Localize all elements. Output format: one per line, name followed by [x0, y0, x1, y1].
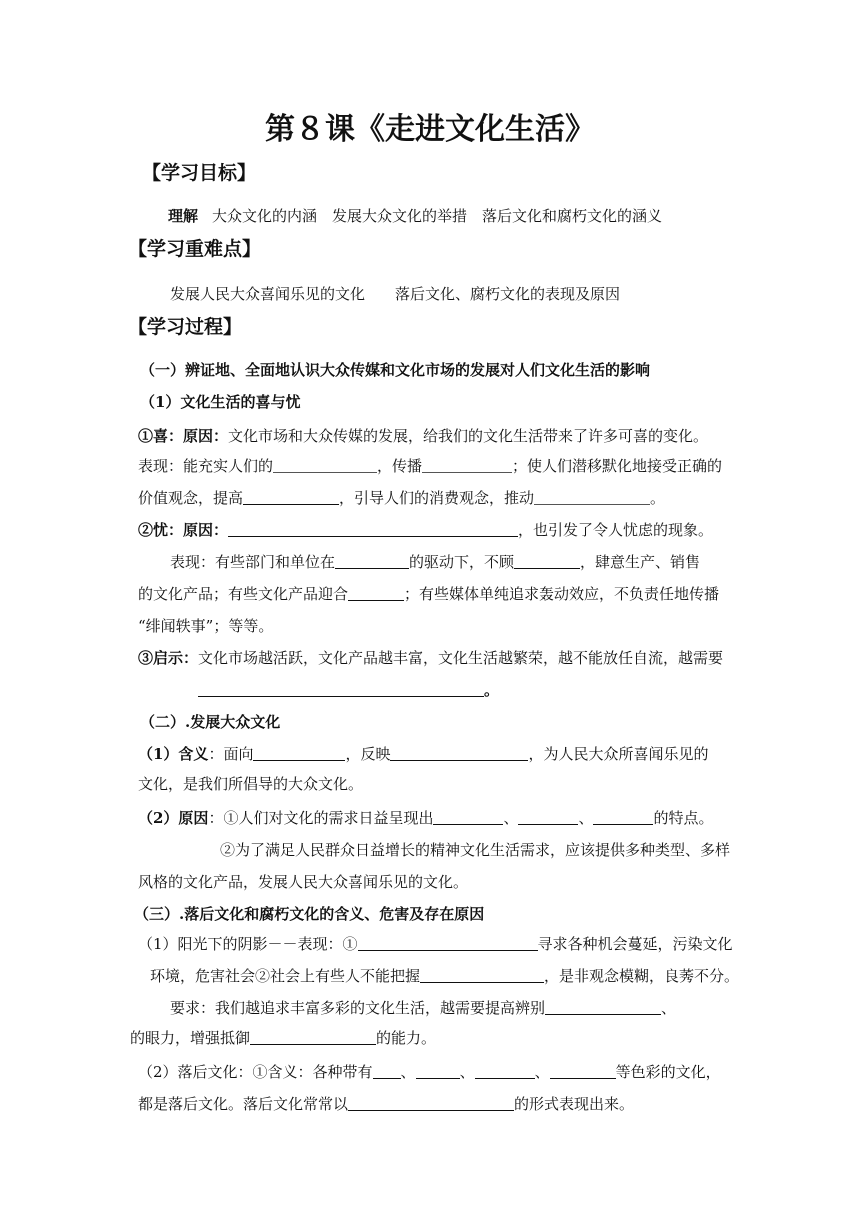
meaning-text: ，为人民大众所喜闻乐见的	[528, 745, 709, 763]
requirement-text: 、	[661, 999, 677, 1017]
meaning-label: （1）含义	[138, 745, 209, 763]
blank	[545, 999, 661, 1015]
blank	[273, 457, 377, 473]
inspiration-text: 文化市场越活跃，文化产品越丰富，文化生活越繁荣，越不能放任自流，越需要	[198, 649, 724, 667]
goal-label: 理解	[168, 207, 199, 225]
heading-learning-process: 【学习过程】	[128, 316, 243, 338]
joy-reason: 文化市场和大众传媒的发展，给我们的文化生活带来了许多可喜的变化。	[228, 427, 709, 445]
heading-learning-goals: 【学习目标】	[142, 162, 257, 184]
blank	[550, 1063, 616, 1079]
blank	[514, 553, 580, 569]
requirement-line-1	[170, 998, 676, 1018]
joy-performance-line-1	[138, 456, 722, 476]
blank	[390, 745, 528, 761]
blank	[373, 1063, 401, 1079]
section-2-heading: （二）.发展大众文化	[140, 713, 281, 731]
inspiration-label: ③启示：	[138, 649, 199, 667]
reason-text: ：①人们对文化的需求日益呈现出	[208, 809, 434, 827]
goal-line	[168, 206, 662, 226]
shadow-line-2	[150, 966, 739, 986]
worry-performance-line-2	[138, 584, 719, 604]
reason-line-3: 风格的文化产品，发展人民大众喜闻乐见的文化。	[138, 873, 469, 891]
shadow-text: ，是非观念模糊，良莠不分。	[544, 967, 740, 985]
blank	[475, 1063, 535, 1079]
meaning-line-2: 文化，是我们所倡导的大众文化。	[138, 775, 364, 793]
reason-text: 的特点。	[653, 809, 714, 827]
blank	[416, 1063, 460, 1079]
separator: 、	[400, 1063, 416, 1081]
blank	[420, 967, 544, 983]
backward-culture-line-2	[138, 1094, 634, 1114]
reason-line-1	[138, 808, 714, 828]
blank	[358, 935, 538, 951]
worry-performance-line-3: “绯闻轶事”；等等。	[138, 617, 274, 635]
requirement-text: 要求：我们越追求丰富多彩的文化生活，越需要提高辨别	[170, 999, 546, 1017]
goal-items: 大众文化的内涵 发展大众文化的举措 落后文化和腐朽文化的涵义	[212, 207, 663, 225]
joy-text: 。	[650, 489, 666, 507]
meaning-line-1	[138, 744, 708, 764]
requirement-line-2	[130, 1028, 436, 1048]
worry-performance-line-1	[170, 552, 700, 572]
blank	[198, 681, 484, 697]
reason-line-2: ②为了满足人民群众日益增长的精神文化生活需求，应该提供多种类型、多样	[220, 841, 731, 859]
requirement-text: 的能力。	[376, 1029, 437, 1047]
worry-text: 的文化产品；有些文化产品迎合	[138, 585, 349, 603]
separator: 、	[534, 1063, 550, 1081]
worry-text: ，也引发了令人忧虑的现象。	[518, 521, 714, 539]
shadow-text: （1）阳光下的阴影－－表现：①	[138, 935, 358, 953]
blank	[433, 809, 503, 825]
joy-text: ，引导人们的消费观念，推动	[339, 489, 535, 507]
separator: 、	[578, 809, 594, 827]
separator: 、	[459, 1063, 475, 1081]
backward-text: 的形式表现出来。	[514, 1095, 635, 1113]
section-3-heading: （三）.落后文化和腐朽文化的含义、危害及存在原因	[134, 905, 485, 923]
joy-performance-line-2	[138, 488, 665, 508]
requirement-text: 的眼力，增强抵御	[130, 1029, 251, 1047]
heading-key-points: 【学习重难点】	[128, 238, 262, 260]
blank	[348, 1095, 514, 1111]
separator: 、	[503, 809, 519, 827]
backward-culture-line-1	[138, 1062, 721, 1082]
backward-text: 都是落后文化。落后文化常常以	[138, 1095, 349, 1113]
section-1-heading: （一）辨证地、全面地认识大众传媒和文化市场的发展对人们文化生活的影响	[140, 361, 651, 379]
blank	[228, 521, 518, 537]
worry-text: ；有些媒体单纯追求轰动效应，不负责任地传播	[404, 585, 720, 603]
blank	[243, 489, 339, 505]
meaning-text: ：面向	[208, 745, 254, 763]
inspiration-end: 。	[484, 681, 500, 699]
worry-text: ，肆意生产、销售	[580, 553, 701, 571]
inspiration-line	[138, 648, 723, 668]
shadow-line-1	[138, 934, 733, 954]
blank	[250, 1029, 376, 1045]
joy-text: ，传播	[377, 457, 423, 475]
blank	[335, 553, 409, 569]
joy-text: 表现：能充实人们的	[138, 457, 274, 475]
blank	[534, 489, 650, 505]
joy-label: ①喜：原因：	[138, 427, 229, 445]
meaning-text: ，反映	[345, 745, 391, 763]
blank	[593, 809, 653, 825]
key-points-text: 发展人民大众喜闻乐见的文化 落后文化、腐朽文化的表现及原因	[170, 285, 621, 303]
blank	[518, 809, 578, 825]
blank	[253, 745, 345, 761]
page-title: 第８课《走进文化生活》	[265, 112, 595, 147]
joy-reason-line	[138, 426, 708, 446]
backward-text: 等色彩的文化，	[615, 1063, 721, 1081]
shadow-text: 环境，危害社会②社会上有些人不能把握	[150, 967, 421, 985]
joy-text: 价值观念，提高	[138, 489, 244, 507]
blank	[348, 585, 404, 601]
worry-reason-line	[138, 520, 713, 540]
blank	[422, 457, 512, 473]
worry-text: 的驱动下，不顾	[409, 553, 515, 571]
reason-label: （2）原因	[138, 809, 209, 827]
joy-text: ；使人们潜移默化地接受正确的	[512, 457, 723, 475]
backward-text: （2）落后文化：①含义：各种带有	[138, 1063, 373, 1081]
shadow-text: 寻求各种机会蔓延，污染文化	[537, 935, 733, 953]
section-1-sub-1: （1）文化生活的喜与忧	[140, 393, 301, 411]
worry-text: 表现：有些部门和单位在	[170, 553, 336, 571]
inspiration-blank-line	[198, 680, 499, 700]
worry-label: ②忧：原因：	[138, 521, 229, 539]
